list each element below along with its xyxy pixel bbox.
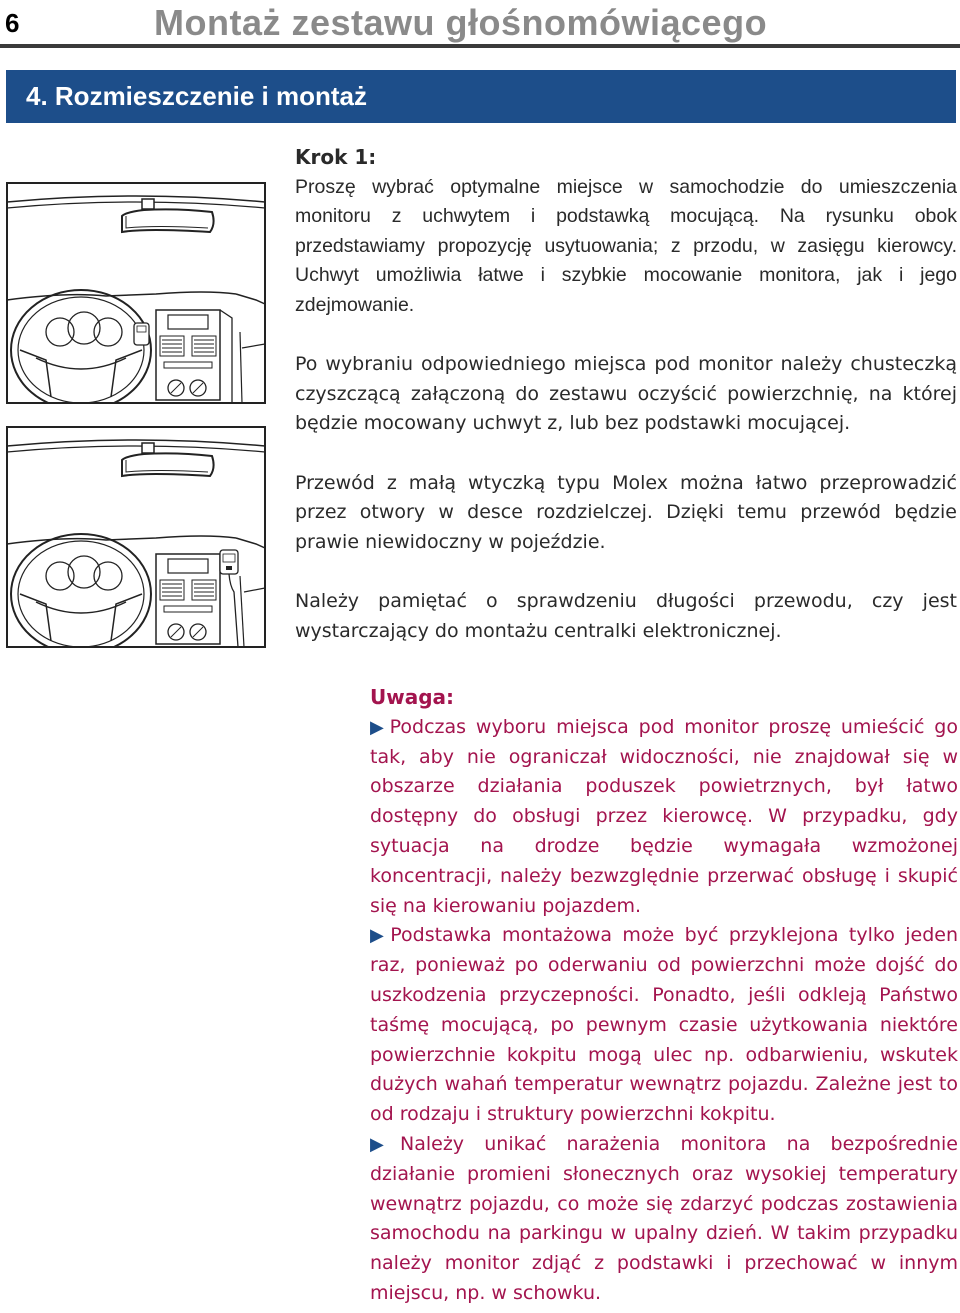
warning-item-text: Podczas wyboru miejsca pod monitor proszę umieścić go tak, aby nie ograniczał widoczności, nie znajdował się w obszarze działania poduszek powietrznych, był łatwo dostępny do obsługi przez kierowcę. W przypadku, gdy sytuacja na drodze będzie wymagała wzmożonej koncentracji, należy bezwzględnie przerwać obsługę i skupić się na kierowaniu pojazdem. xyxy=(370,715,958,917)
triangle-right-icon: ▶ xyxy=(370,925,389,947)
warning-item xyxy=(370,713,958,922)
step-paragraph: Należy pamiętać o sprawdzeniu długości przewodu, czy jest wystarczający do montażu centralki elektronicznej. xyxy=(295,589,957,642)
warning-item xyxy=(370,921,958,1130)
title-underline xyxy=(0,44,960,48)
step-paragraph: Po wybraniu odpowiedniego miejsca pod monitor należy chusteczką czyszczącą załączoną do zestawu oczyścić powierzchnię, na której będzie mocowany uchwyt z, lub bez podstawki mocującej. xyxy=(295,353,957,435)
section-header-bar xyxy=(6,70,956,123)
page-title: Montaż zestawu głośnomówiącego xyxy=(154,2,768,43)
dashboard-illustration-2 xyxy=(6,426,266,646)
warning-heading: Uwaga: xyxy=(370,685,455,709)
step-paragraph: Przewód z małą wtyczką typu Molex można łatwo przeprowadzić przez otwory w desce rozdzielczej. Dzięki temu przewód będzie prawie niewidoczny w pojeździe. xyxy=(295,471,957,553)
warning-box xyxy=(370,683,958,1309)
warning-item-text: Podstawka montażowa może być przyklejona tylko jeden raz, ponieważ po oderwaniu od powierzchni może dojść do uszkodzenia przyczepności. Ponadto, jeśli odkleją Państwo taśmę mocującą, po pewnym czasie użytkowania niektóre powierzchnie kokpitu mogą ulec np. odbarwieniu, wskutek dużych wahań temperatur wewnątrz pojazdu. Zależne jest to od rodzaju i struktury powierzchni kokpitu. xyxy=(370,924,958,1126)
dashboard-illustration-1 xyxy=(6,182,266,402)
page-number: 6 xyxy=(5,8,20,38)
triangle-right-icon: ▶ xyxy=(370,716,388,738)
triangle-right-icon: ▶ xyxy=(370,1133,398,1155)
step-instructions xyxy=(295,143,957,646)
warning-item-text: Należy unikać narażenia monitora na bezpośrednie działanie promieni słonecznych oraz wysokiej temperatury wewnątrz pojazdu, co może się zdarzyć podczas zostawienia samochodu na parkingu w upalny dzień. W takim przypadku należy monitor zdjąć z podstawki i przechować w innym miejscu, np. w schowku. xyxy=(370,1132,958,1304)
step-paragraph: Proszę wybrać optymalne miejsce w samochodzie do umieszczenia monitoru z uchwytem i podstawką mocującą. Na rysunku obok przedstawiamy propozycję usytuowania; z przodu, w zasięgu kierowcy. Uchwyt umożliwia łatwe i szybkie mocowanie monitora, jak i jego zdejmowanie. xyxy=(295,175,957,316)
step-heading: Krok 1: xyxy=(295,145,377,169)
section-title: 4. Rozmieszczenie i montaż xyxy=(26,81,367,111)
warning-item xyxy=(370,1130,958,1309)
